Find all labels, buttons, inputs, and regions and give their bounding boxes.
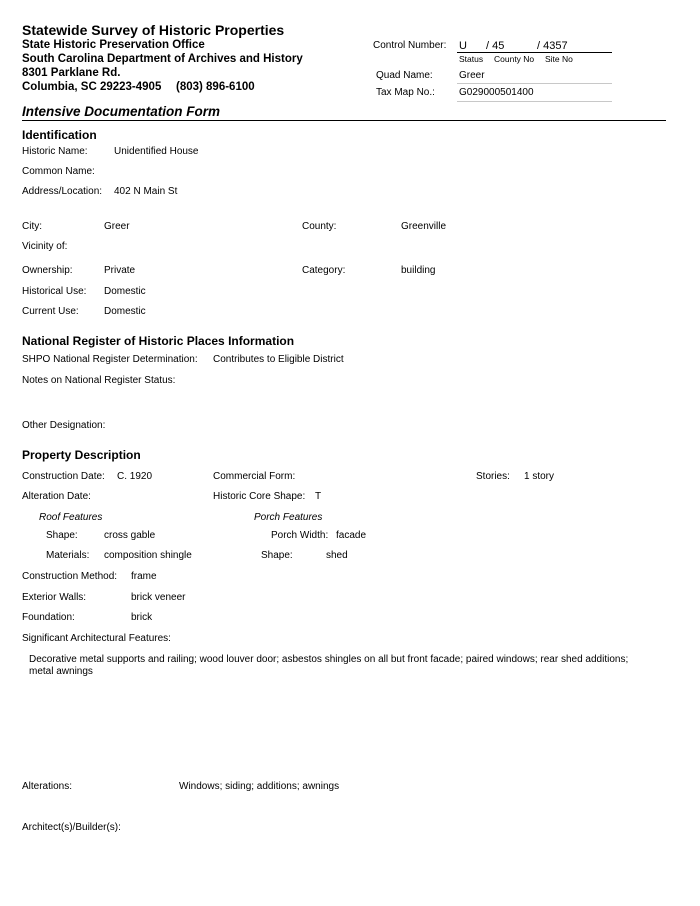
- construction-method-value: frame: [131, 571, 157, 582]
- county-label: County:: [302, 221, 337, 232]
- city-state-zip: Columbia, SC 29223-4905: [22, 81, 162, 93]
- quad-name-label: Quad Name:: [376, 70, 433, 81]
- control-number-underline: [457, 52, 612, 53]
- historical-use-label: Historical Use:: [22, 286, 87, 297]
- roof-features-heading: Roof Features: [39, 512, 103, 523]
- architect-builder-label: Architect(s)/Builder(s):: [22, 822, 121, 833]
- core-shape-label: Historic Core Shape:: [213, 491, 306, 502]
- common-name-label: Common Name:: [22, 166, 95, 177]
- construction-date-value: C. 1920: [117, 471, 153, 482]
- control-number-label: Control Number:: [373, 40, 447, 51]
- stories-label: Stories:: [476, 471, 510, 482]
- porch-width-label: Porch Width:: [271, 530, 329, 541]
- alteration-date-label: Alteration Date:: [22, 491, 91, 502]
- ownership-label: Ownership:: [22, 265, 73, 276]
- address-label: Address/Location:: [22, 186, 103, 197]
- site-no-caption: Site No: [545, 54, 573, 64]
- tax-map-label: Tax Map No.:: [376, 87, 435, 98]
- county-no-caption: County No: [494, 54, 535, 64]
- porch-features-heading: Porch Features: [254, 512, 323, 523]
- department-name: South Carolina Department of Archives and History: [22, 53, 303, 65]
- historical-use-value: Domestic: [104, 286, 146, 297]
- current-use-value: Domestic: [104, 306, 146, 317]
- address-value: 402 N Main St: [114, 186, 178, 197]
- quad-name-value: Greer: [459, 70, 485, 81]
- porch-width-value: facade: [336, 530, 367, 541]
- register-notes-label: Notes on National Register Status:: [22, 375, 176, 386]
- current-use-label: Current Use:: [22, 306, 79, 317]
- alterations-label: Alterations:: [22, 781, 73, 792]
- control-county-value: / 45: [486, 40, 505, 52]
- shpo-determination-value: Contributes to Eligible District: [213, 354, 344, 365]
- office-name: State Historic Preservation Office: [22, 39, 205, 51]
- county-value: Greenville: [401, 221, 447, 232]
- porch-shape-value: shed: [326, 550, 348, 561]
- materials-value: composition shingle: [104, 550, 192, 561]
- other-designation-label: Other Designation:: [22, 420, 106, 431]
- materials-label: Materials:: [46, 550, 90, 561]
- ownership-value: Private: [104, 265, 136, 276]
- exterior-walls-label: Exterior Walls:: [22, 592, 87, 603]
- status-caption: Status: [459, 54, 484, 64]
- control-status-value: U: [459, 40, 467, 52]
- historic-name-value: Unidentified House: [114, 146, 199, 157]
- category-value: building: [401, 265, 436, 276]
- alterations-value: Windows; siding; additions; awnings: [179, 781, 340, 792]
- tax-map-value: G029000501400: [459, 87, 534, 98]
- city-label: City:: [22, 221, 42, 232]
- porch-shape-label: Shape:: [261, 550, 293, 561]
- construction-date-label: Construction Date:: [22, 471, 105, 482]
- national-register-heading: National Register of Historic Places Information: [22, 334, 295, 348]
- roof-shape-value: cross gable: [104, 530, 156, 541]
- significant-features-label: Significant Architectural Features:: [22, 633, 171, 644]
- property-description-heading: Property Description: [22, 448, 141, 462]
- core-shape-value: T: [315, 491, 322, 502]
- category-label: Category:: [302, 265, 346, 276]
- city-value: Greer: [104, 221, 130, 232]
- commercial-form-label: Commercial Form:: [213, 471, 296, 482]
- vicinity-label: Vicinity of:: [22, 241, 68, 252]
- stories-value: 1 story: [524, 471, 555, 482]
- control-site-value: / 4357: [537, 40, 568, 52]
- quad-name-underline: [457, 83, 612, 84]
- street-address: 8301 Parklane Rd.: [22, 67, 121, 79]
- significant-features-text: Decorative metal supports and railing; wood louver door; asbestos shingles on all but front facade; paired windows; rear shed additions; metal awnings: [29, 654, 629, 677]
- historic-name-label: Historic Name:: [22, 146, 88, 157]
- shpo-determination-label: SHPO National Register Determination:: [22, 354, 198, 365]
- construction-method-label: Construction Method:: [22, 571, 118, 582]
- roof-shape-label: Shape:: [46, 530, 78, 541]
- exterior-walls-value: brick veneer: [131, 592, 186, 603]
- foundation-value: brick: [131, 612, 153, 623]
- foundation-label: Foundation:: [22, 612, 75, 623]
- phone-number: (803) 896-6100: [176, 81, 255, 93]
- identification-heading: Identification: [22, 128, 97, 142]
- form-title-rule: [22, 120, 666, 121]
- tax-map-underline: [457, 101, 612, 102]
- form-title: Intensive Documentation Form: [22, 104, 221, 119]
- survey-title: Statewide Survey of Historic Properties: [22, 22, 285, 38]
